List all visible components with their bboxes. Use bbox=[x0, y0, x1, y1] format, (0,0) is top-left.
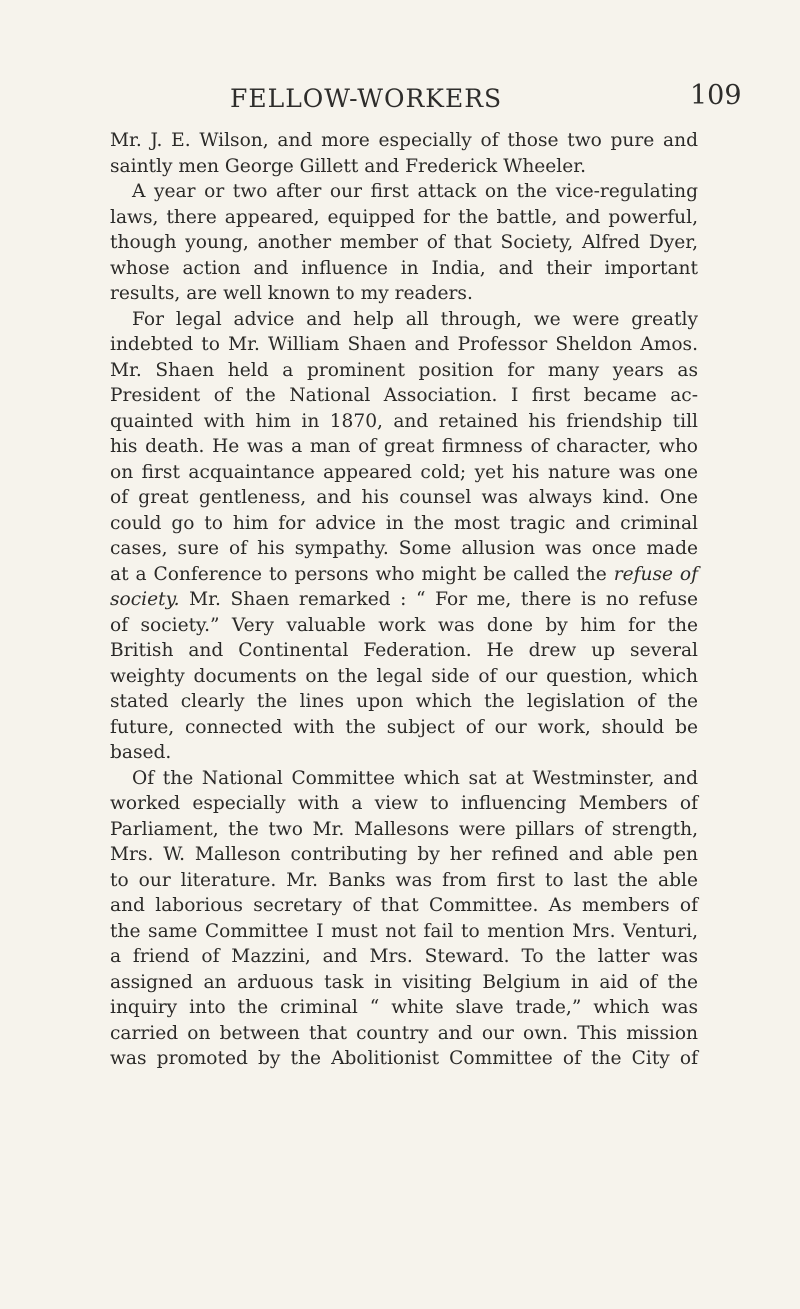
text-run: Of the National Committee which sat at Westminster, and bbox=[132, 767, 698, 789]
text-run: A year or two after our first attack on the vice-regulating bbox=[132, 181, 698, 202]
italic-run: society. bbox=[110, 589, 180, 610]
text-run: to our literature. Mr. Banks was from first to last the able bbox=[110, 869, 698, 891]
text-line bbox=[110, 434, 698, 460]
text-line bbox=[110, 332, 698, 358]
text-line bbox=[110, 179, 698, 205]
text-line bbox=[110, 128, 698, 154]
text-run: whose action and influence in India, and their important bbox=[110, 257, 698, 279]
text-line bbox=[110, 970, 698, 996]
text-run: Mrs. W. Malleson contributing by her refined and able pen bbox=[110, 844, 698, 865]
text-line bbox=[110, 1046, 698, 1072]
text-line bbox=[110, 1021, 698, 1047]
text-line bbox=[110, 766, 698, 792]
text-run: was promoted by the Abolitionist Committee of the City of bbox=[110, 1048, 698, 1069]
text-line bbox=[110, 791, 698, 817]
text-line bbox=[110, 664, 698, 690]
text-line bbox=[110, 485, 698, 511]
text-run: Mr. J. E. Wilson, and more especially of those two pure and bbox=[110, 130, 698, 151]
text-line bbox=[110, 307, 698, 333]
text-run: laws, there appeared, equipped for the battle, and powerful, bbox=[110, 206, 698, 228]
text-run: and laborious secretary of that Committee. As members of bbox=[110, 895, 698, 916]
text-run: of society.” Very valuable work was done by him for the bbox=[110, 614, 698, 636]
text-run: inquiry into the criminal “ white slave trade,” which was bbox=[110, 997, 698, 1018]
text-line bbox=[110, 587, 698, 613]
page-number: 109 bbox=[690, 80, 742, 111]
text-run: British and Continental Federation. He drew up several bbox=[110, 640, 698, 661]
text-run: worked especially with a view to influencing Members of bbox=[110, 793, 698, 814]
text-line bbox=[110, 868, 698, 894]
text-line bbox=[110, 562, 698, 588]
text-run: results, are well known to my readers. bbox=[110, 283, 473, 304]
text-run: at a Conference to persons who might be called the bbox=[110, 563, 614, 585]
body-text bbox=[110, 128, 698, 1072]
text-line bbox=[110, 154, 698, 180]
text-run: the same Committee I must not fail to mention Mrs. Venturi, bbox=[110, 920, 698, 942]
text-run: a friend of Mazzini, and Mrs. Steward. To the latter was bbox=[110, 946, 698, 967]
text-run: President of the National Association. I first became ac- bbox=[110, 385, 698, 406]
text-line bbox=[110, 230, 698, 256]
text-run: carried on between that country and our own. This mission bbox=[110, 1022, 698, 1044]
text-line bbox=[110, 893, 698, 919]
text-run: cases, sure of his sympathy. Some allusion was once made bbox=[110, 538, 698, 559]
text-line bbox=[110, 689, 698, 715]
text-line bbox=[110, 995, 698, 1021]
text-run: weighty documents on the legal side of our question, which bbox=[110, 665, 698, 687]
text-run: quainted with him in 1870, and retained his friendship till bbox=[110, 410, 698, 432]
text-line bbox=[110, 205, 698, 231]
text-line bbox=[110, 842, 698, 868]
text-line bbox=[110, 383, 698, 409]
text-line bbox=[110, 511, 698, 537]
text-line bbox=[110, 281, 698, 307]
text-line bbox=[110, 358, 698, 384]
text-run: indebted to Mr. William Shaen and Professor Sheldon Amos. bbox=[110, 334, 698, 355]
text-line bbox=[110, 944, 698, 970]
text-line bbox=[110, 817, 698, 843]
text-line bbox=[110, 715, 698, 741]
text-run: Parliament, the two Mr. Mallesons were pillars of strength, bbox=[110, 818, 698, 840]
text-line bbox=[110, 919, 698, 945]
running-head: FELLOW-WORKERS bbox=[230, 84, 503, 113]
text-run: Mr. Shaen remarked : “ For me, there is no refuse bbox=[179, 589, 698, 610]
text-run: Mr. Shaen held a prominent position for many years as bbox=[110, 359, 698, 381]
text-line bbox=[110, 638, 698, 664]
text-run: saintly men George Gillett and Frederick Wheeler. bbox=[110, 155, 587, 177]
text-line bbox=[110, 613, 698, 639]
text-run: future, connected with the subject of our work, should be bbox=[110, 716, 698, 738]
text-run: stated clearly the lines upon which the legislation of the bbox=[110, 691, 698, 712]
text-run: could go to him for advice in the most tragic and criminal bbox=[110, 512, 698, 534]
text-line bbox=[110, 256, 698, 282]
text-line bbox=[110, 740, 698, 766]
text-run: assigned an arduous task in visiting Belgium in aid of the bbox=[110, 971, 698, 993]
italic-run: refuse of bbox=[613, 563, 698, 585]
text-run: based. bbox=[110, 742, 172, 763]
text-line bbox=[110, 460, 698, 486]
text-run: on first acquaintance appeared cold; yet his nature was one bbox=[110, 461, 698, 483]
text-run: For legal advice and help all through, we were greatly bbox=[132, 308, 698, 330]
text-line bbox=[110, 409, 698, 435]
text-run: of great gentleness, and his counsel was always kind. One bbox=[110, 487, 698, 508]
text-line bbox=[110, 536, 698, 562]
text-run: his death. He was a man of great firmness of character, who bbox=[110, 436, 698, 457]
text-run: though young, another member of that Society, Alfred Dyer, bbox=[110, 232, 698, 253]
